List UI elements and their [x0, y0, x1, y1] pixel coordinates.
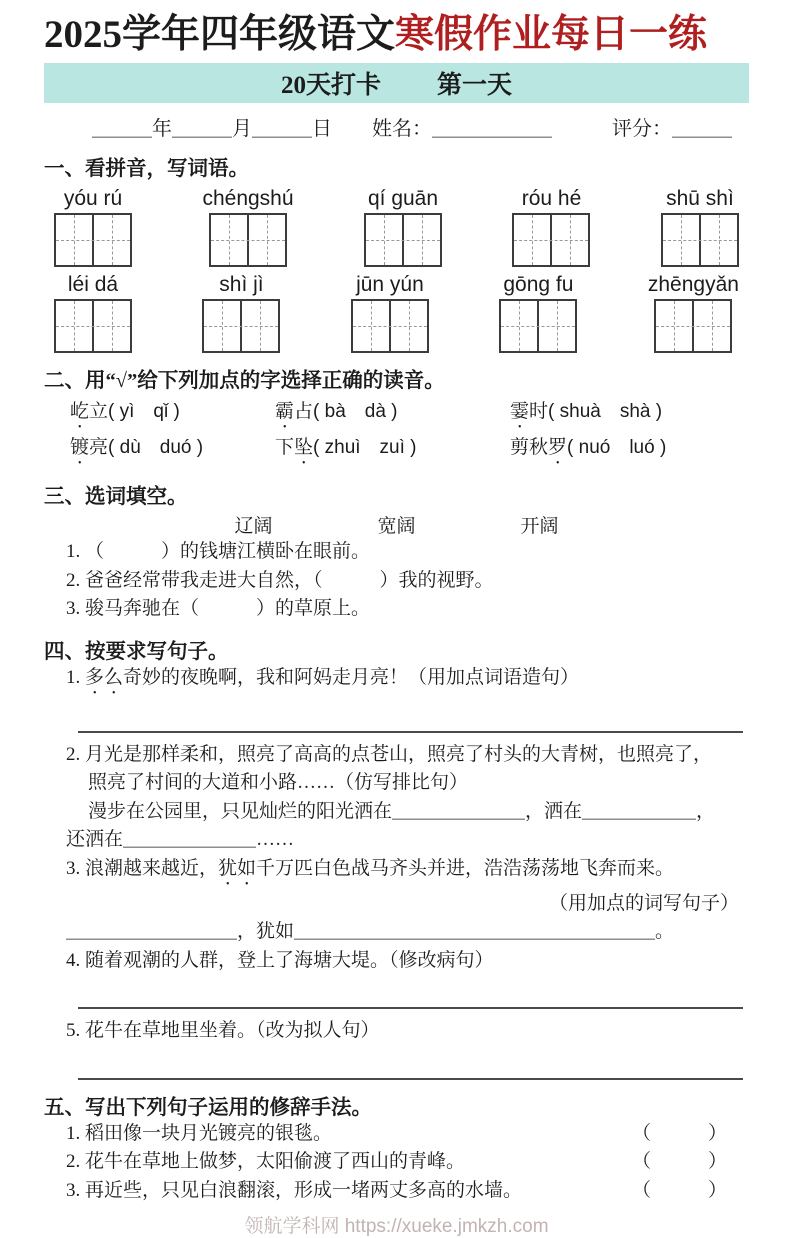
writing-grid	[54, 213, 132, 267]
pinyin-label: yóu rú	[63, 186, 123, 210]
pinyin-label: léi dá	[67, 272, 119, 296]
sentence-item-3-answer: ＿＿＿＿＿＿＿＿＿，犹如＿＿＿＿＿＿＿＿＿＿＿＿＿＿＿＿＿＿＿。	[66, 921, 675, 943]
rhetoric-item	[44, 1148, 749, 1177]
writing-grid	[499, 299, 577, 353]
sentence-item-2-fill-line2: 还洒在＿＿＿＿＿＿＿……	[66, 829, 295, 851]
pronunciation-item: 下坠( zhuì zuì )	[275, 437, 417, 459]
pinyin-label: gōng fu	[503, 272, 574, 296]
word-option: 开阔	[520, 516, 559, 538]
pinyin-label: shū shì	[666, 186, 734, 210]
pinyin-options: ( dù duó )	[108, 437, 204, 459]
dotted-word: 多么	[85, 666, 124, 688]
writing-grid	[351, 299, 429, 353]
rhetoric-answer-parens: （ ）	[631, 1151, 727, 1173]
sentence-item-3: 3. 浪潮越来越近，犹如千万匹白色战马齐头并进，浩浩荡荡地飞奔而来。	[66, 857, 675, 879]
word-option: 宽阔	[377, 516, 416, 538]
pinyin-word-group	[499, 273, 577, 353]
dotted-word: 犹如	[218, 857, 257, 879]
rhetoric-sentence: 1. 稻田像一块月光镀亮的银毯。	[66, 1122, 333, 1144]
banner-checkin-label: 20天打卡	[280, 71, 381, 99]
fill-blank-item: 2. 爸爸经常带我走进大自然，（ ）我的视野。	[66, 569, 494, 591]
pronunciation-grid	[44, 397, 749, 469]
dotted-character: 镀	[70, 437, 90, 459]
word-choice-options	[44, 511, 749, 538]
dotted-character: 罗	[548, 437, 568, 459]
section4-heading: 四、按要求写句子。	[44, 640, 229, 663]
sentence-item-5: 5. 花牛在草地里坐着。（改为拟人句）	[66, 1020, 380, 1042]
section3-heading: 三、选词填空。	[44, 486, 188, 509]
pinyin-label: chéngshú	[202, 186, 294, 210]
sentence-item-3-note: （用加点的词写句子）	[548, 892, 739, 914]
dotted-character: 霸	[275, 401, 295, 423]
pronunciation-item: 剪秋罗( nuó luó )	[510, 437, 667, 459]
answer-blank-line	[78, 1052, 743, 1080]
dotted-character: 霎	[510, 401, 530, 423]
pinyin-options: ( nuó luó )	[567, 437, 667, 459]
section5-heading: 五、写出下列句子运用的修辞手法。	[44, 1096, 372, 1119]
sentence-item-2-line2: 照亮了村间的大道和小路……（仿写排比句）	[88, 772, 469, 794]
writing-grid	[661, 213, 739, 267]
pinyin-options: ( zhuì zuì )	[313, 437, 417, 459]
pinyin-label: shì jì	[219, 272, 264, 296]
pinyin-label: róu hé	[521, 186, 582, 210]
pronunciation-item: 霎时( shuà shà )	[510, 401, 663, 423]
rhetoric-item	[44, 1177, 749, 1206]
section2-heading: 二、用“√”给下列加点的字选择正确的读音。	[44, 370, 445, 393]
title-red-part: 寒假作业每日一练	[395, 13, 708, 56]
page-title	[44, 12, 749, 59]
answer-blank-line	[78, 705, 743, 733]
pronunciation-item: 屹立( yì qǐ )	[70, 401, 180, 423]
dotted-character: 坠	[294, 437, 314, 459]
pinyin-options: ( yì qǐ )	[108, 401, 180, 423]
rhetoric-sentence: 3. 再近些，只见白浪翻滚，形成一堵两丈多高的水墙。	[66, 1179, 523, 1201]
title-black-part: 2025学年四年级语文	[44, 13, 396, 56]
writing-grid	[512, 213, 590, 267]
writing-grid	[209, 213, 287, 267]
rhetoric-answer-parens: （ ）	[631, 1122, 727, 1144]
pinyin-word-group	[661, 187, 739, 267]
pinyin-word-group	[202, 273, 280, 353]
sentence-item-4: 4. 随着观潮的人群，登上了海塘大堤。（修改病句）	[66, 949, 494, 971]
fill-blank-item: 1. （ ）的钱塘江横卧在眼前。	[66, 541, 371, 563]
pronunciation-item: 镀亮( dù duó )	[70, 437, 204, 459]
writing-grid	[202, 299, 280, 353]
pinyin-word-group	[351, 273, 429, 353]
site-watermark: 领航学科网 https://xueke.jmkzh.com	[244, 1216, 549, 1238]
pronunciation-item: 霸占( bà dà )	[275, 401, 398, 423]
pinyin-label: zhēngyǎn	[647, 272, 739, 296]
pinyin-word-group	[512, 187, 590, 267]
day-banner	[44, 63, 749, 103]
answer-blank-line	[78, 981, 743, 1009]
writing-grid	[54, 299, 132, 353]
date-name-score-line: ＿＿＿年＿＿＿月＿＿＿日 姓名：＿＿＿＿＿＿ 评分：＿＿＿	[92, 117, 732, 140]
pinyin-word-group	[54, 273, 132, 353]
rhetoric-item	[44, 1120, 749, 1149]
pinyin-options: ( shuà shà )	[548, 401, 663, 423]
pinyin-label: qí guān	[367, 186, 439, 210]
pinyin-word-group	[364, 187, 442, 267]
section1-heading: 一、看拼音，写词语。	[44, 157, 249, 180]
writing-grid	[654, 299, 732, 353]
pinyin-word-group	[648, 273, 739, 353]
writing-grid	[364, 213, 442, 267]
sentence-item-1: 1. 多么奇妙的夜晚啊，我和阿妈走月亮！（用加点词语造句）	[66, 666, 580, 688]
pinyin-row-1	[44, 187, 749, 267]
rhetoric-answer-parens: （ ）	[631, 1179, 727, 1201]
rhetoric-sentence: 2. 花牛在草地上做梦，太阳偷渡了西山的青峰。	[66, 1151, 466, 1173]
pinyin-word-group	[202, 187, 293, 267]
pinyin-word-group	[54, 187, 132, 267]
fill-blank-item: 3. 骏马奔驰在（ ）的草原上。	[66, 598, 371, 620]
pinyin-label: jūn yún	[356, 272, 424, 296]
pinyin-row-2	[44, 273, 749, 353]
sentence-item-2-line1: 2. 月光是那样柔和，照亮了高高的点苍山，照亮了村头的大青树，也照亮了，	[66, 743, 713, 765]
dotted-character: 屹	[70, 401, 90, 423]
word-option: 辽阔	[234, 516, 273, 538]
banner-day-label: 第一天	[437, 71, 513, 99]
sentence-item-2-fill-line1: 漫步在公园里，只见灿烂的阳光洒在＿＿＿＿＿＿＿，洒在＿＿＿＿＿＿，	[88, 800, 716, 822]
pinyin-options: ( bà dà )	[313, 401, 398, 423]
